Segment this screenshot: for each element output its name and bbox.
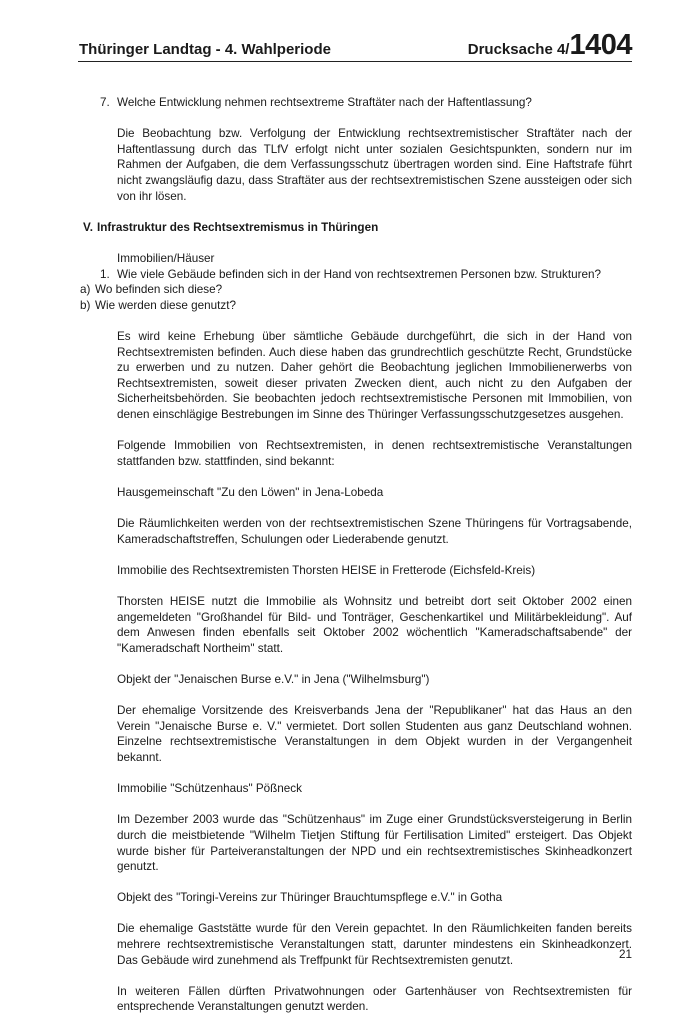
answer-7: Die Beobachtung bzw. Verfolgung der Entwicklung rechtsextremistischer Straftäter nach der Haftentlassung durch das TLfV erfolgt nicht unter sozialen Gesichtspunkten, sondern nur im Rahmen der Aufgaben, die dem Verfassungsschutz übertragen worden sind. Eine Haftstrafe führt nicht zwangsläufig dazu, dass Straftäter aus der rechtsextremistischen Szene aussteigen oder sich von ihr lösen. bbox=[117, 127, 632, 203]
sub-question-text: Wo befinden sich diese? bbox=[95, 283, 223, 297]
closing-paragraph: In weiteren Fällen dürften Privatwohnungen oder Gartenhäuser von Rechtsextremisten für entsprechende Veranstaltungen genutzt werden. bbox=[117, 984, 632, 1014]
property-description: Im Dezember 2003 wurde das "Schützenhaus" im Zuge einer Grundstücksversteigerung in Berlin durch die meistbietende "Wilhelm Tietjen Stiftung für Fertilisation Limited" ersteigert. Das Objekt wurde bisher für Parteiveranstaltungen der NPD und ein rechtsextremistisches Skinheadkonzert genutzt. bbox=[117, 813, 632, 874]
answer-1-paragraph-2: Folgende Immobilien von Rechtsextremisten, in denen rechtsextremistische Veranstaltungen stattfanden bzw. stattfinden, sind bekannt: bbox=[117, 439, 632, 468]
property-description: Thorsten HEISE nutzt die Immobilie als Wohnsitz und betreibt dort seit Oktober 2002 einen angemeldeten "Großhandel für Bild- und Tonträger, Geschenkartikel und Militärbekleidung". Auf dem Anwesen finden ebenfalls seit Oktober 2002 wöchentlich "Kameradschaftsabende" der "Kameradschaft Northeim" statt. bbox=[117, 595, 632, 655]
header-title: Thüringer Landtag - 4. Wahlperiode bbox=[79, 41, 331, 58]
sub-question-label: a) bbox=[80, 283, 91, 297]
answer-1-paragraph-1: Es wird keine Erhebung über sämtliche Gebäude durchgeführt, die sich in der Hand von Rechtsextremisten befinden. Auch diese haben das grundrechtlich geschützte Recht, Grundstücke zu erwerben und zu nutzen. Daher gehört die Beobachtung jeglichen Immobilienerwerbs von Rechtsextremisten, soweit dieser privaten Zwecken dient, auch nicht zu den Aufgaben der Sicherheitsbehörden. Sie beobachten jedoch rechtsextremistische Personen mit Immobilien, von denen einschlägige Bestrebungen im Sinne des Thüringer Verfassungsschutzgesetzes ausgehen. bbox=[117, 329, 632, 421]
drucksache-label: Drucksache 4/ bbox=[467, 41, 570, 58]
subheading: Immobilien/Häuser bbox=[117, 251, 215, 265]
question-text: Wie viele Gebäude befinden sich in der Hand von rechtsextremen Personen bzw. Strukturen? bbox=[117, 267, 602, 281]
page-header bbox=[78, 31, 632, 62]
property-title: Objekt des "Toringi-Vereins zur Thüringer Brauchtumspflege e.V." in Gotha bbox=[117, 891, 503, 905]
section-number: V. bbox=[83, 220, 93, 234]
sub-question-label: b) bbox=[80, 298, 91, 312]
section-title: Infrastruktur des Rechtsextremismus in Thüringen bbox=[97, 220, 379, 234]
question-number: 7. bbox=[100, 96, 110, 109]
question-1 bbox=[80, 267, 632, 283]
question-text: Welche Entwicklung nehmen rechtsextreme Straftäter nach der Haftentlassung? bbox=[117, 96, 532, 109]
drucksache-number: 1404 bbox=[569, 29, 632, 61]
property-title: Objekt der "Jenaischen Burse e.V." in Jena ("Wilhelmsburg") bbox=[117, 672, 430, 686]
page-number: 21 bbox=[618, 948, 632, 961]
section-heading bbox=[80, 220, 632, 236]
sub-question-b bbox=[80, 298, 632, 314]
sub-question-a bbox=[80, 282, 632, 298]
property-title: Immobilie des Rechtsextremisten Thorsten HEISE in Fretterode (Eichsfeld-Kreis) bbox=[117, 563, 536, 577]
sub-question-text: Wie werden diese genutzt? bbox=[95, 298, 236, 312]
property-title: Hausgemeinschaft "Zu den Löwen" in Jena-Lobeda bbox=[117, 485, 384, 499]
document-reference bbox=[467, 29, 632, 61]
question-7 bbox=[80, 95, 632, 111]
question-number: 1. bbox=[100, 267, 110, 281]
property-description: Die Räumlichkeiten werden von der rechtsextremistischen Szene Thüringens für Vortragsabende, Kameradschaftstreffen, Schulungen oder Liederabende genutzt. bbox=[117, 517, 632, 546]
property-description: Der ehemalige Vorsitzende des Kreisverbands Jena der "Republikaner" hat das Haus an den Verein "Jenaische Burse e. V." vermietet. Dort sollen Studenten aus ganz Deutschland wohnen. Einzelne rechtsextremistische Veranstaltungen in dem Objekt wurden in der Vergangenheit bekannt. bbox=[117, 704, 632, 764]
document-body bbox=[80, 95, 632, 1015]
property-title: Immobilie "Schützenhaus" Pößneck bbox=[117, 782, 302, 796]
property-description: Die ehemalige Gaststätte wurde für den Verein gepachtet. In den Räumlichkeiten fanden bereits mehrere rechtsextremistische Veranstaltungen statt, darunter mindestens ein Skinheadkonzert. Das Gebäude wird zunehmend als Treffpunkt für Rechtsextremisten genutzt. bbox=[117, 922, 632, 967]
